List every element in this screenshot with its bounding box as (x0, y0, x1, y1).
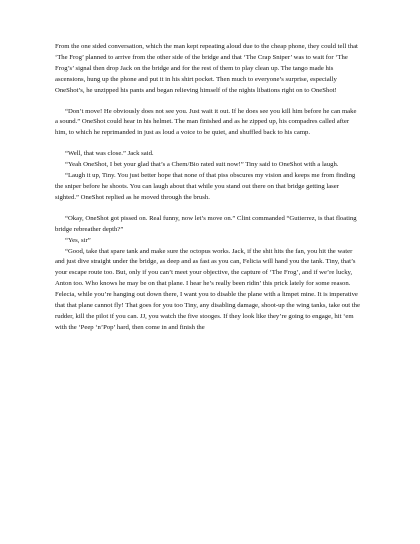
paragraph-6: “Okay, OneShot got pissed on. Real funny, now let’s move on.” Clint commanded “Gutierrez, is that floating bridge rebreather depth?” (55, 214, 357, 233)
paragraph-7: “Yes, sir” (65, 236, 91, 244)
paragraph-3: “Well, that was close.” Jack said. (65, 150, 154, 158)
paragraph-4: “Yeah OneShot, I bet your glad that’s a Chem/Bio rated suit now!” Tiny said to OneShot with a laugh. (65, 161, 339, 169)
paragraph-gap (55, 204, 360, 214)
paragraph-1: From the one sided conversation, which the man kept repeating aloud due to the cheap phone, they could tell that ‘The Frog’ planned to arrive from the other side of the bridge and that ‘The Crap Sniper’ was to wait for ‘The Frog’s’ signal then drop Jack on the bridge and for the rest of them to play clean up. The tango made his ascensions, hung up the phone and put it in his shirt pocket. Then much to everyone’s surprise, especially OneShot’s, he unzipped his pants and began relieving himself of the nights libations right on to OneShot! (55, 43, 358, 94)
paragraph-5: “Laugh it up, Tiny. You just better hope that none of that piss obscures my vision and keeps me from finding the sniper before he shoots. You can laugh about that while you stand out there on that bridge getting laser sighted.” OneShot replied as he moved through the brush. (55, 172, 356, 201)
paragraph-8: “Good, take that spare tank and make sure the octopus works. Jack, if the shit hits the fan, you hit the water and just dive straight under the bridge, as deep and as fast as you can, Felicia will hand you the tank. Tiny, that’s your escape route too. But, only if you can’t meet your objective, the capture of ‘The Frog’, and if we’re lucky, Anton too. Who knows he may be on that plane. I hear he’s really been ridin’ this prick lately for some reason. Felecia, while you’re hanging out down there, I want you to disable the plane with a limpet mine. It is imperative that that plane cannot fly! That goes for you too Tiny, any disabling damage, shoot-up the wing tanks, take out the rudder, kill the pilot if you can. JJ, you watch the five stooges. If they look like they’re going to engage, hit ‘em with the ‘Peep ‘n’Pop’ hard, then come in and finish the (55, 247, 360, 331)
paragraph-gap (55, 139, 360, 149)
paragraph-2: “Don’t move! He obviously does not see you. Just wait it out. If he does see you kill him before he can make a sound.” OneShot could hear in his helmet. The man finished and as he zipped up, his compadres called after him, to which he reprimanded in just as loud a voice to be quiet, and shuffled back to his camp. (55, 107, 357, 137)
paragraph-gap (55, 97, 360, 107)
